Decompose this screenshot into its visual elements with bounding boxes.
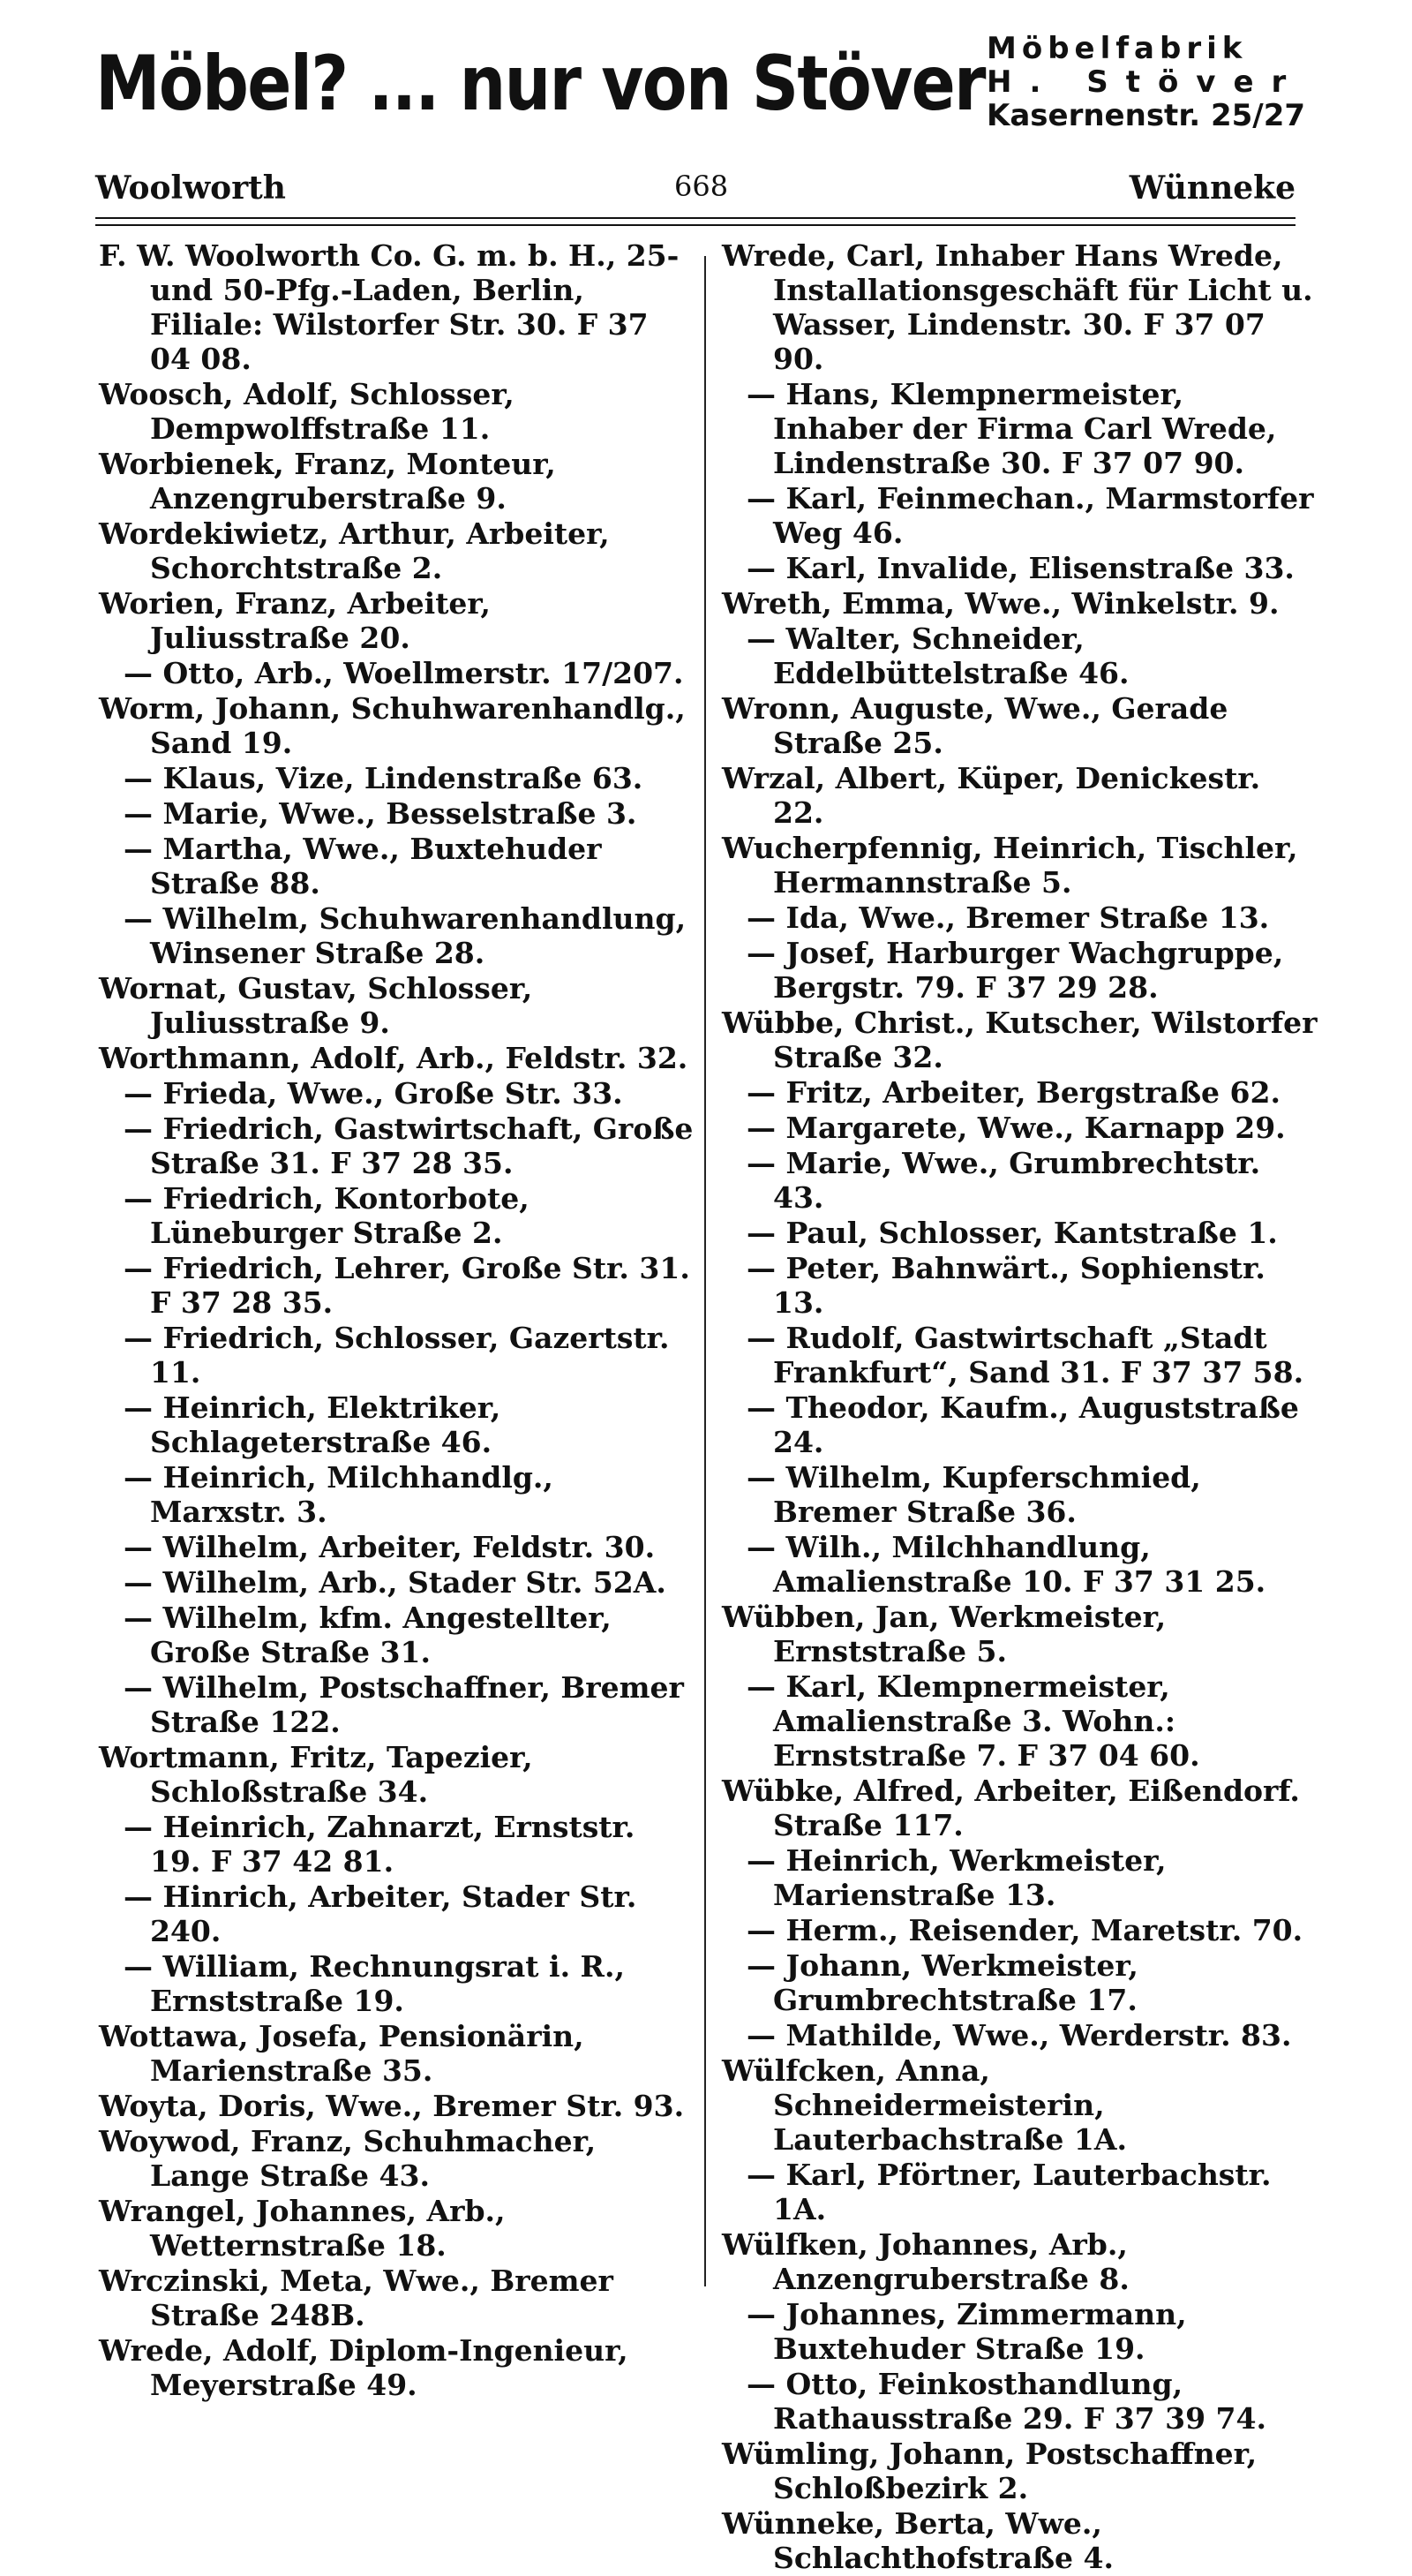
directory-entry: Wrede, Carl, Inhaber Hans Wrede, Installationsgeschäft für Licht u. Wasser, Lindenstr. 30. F 37 07 90. [722, 238, 1313, 376]
directory-entry: — Frieda, Wwe., Große Str. 33. [99, 1076, 695, 1111]
directory-entry: Wreth, Emma, Wwe., Winkelstr. 9. [722, 586, 1280, 621]
directory-entry: — Wilhelm, Kupferschmied, Bremer Straße 36. [722, 1460, 1318, 1529]
directory-entry: — Heinrich, Zahnarzt, Ernststr. 19. F 37 42 81. [99, 1810, 695, 1879]
directory-entry: — Hinrich, Arbeiter, Stader Str. 240. [99, 1879, 695, 1948]
ad-slogan: Möbel? ... nur von Stöver [95, 40, 985, 128]
directory-entry: — Friedrich, Gastwirtschaft, Große Straße 31. F 37 28 35. [99, 1111, 695, 1180]
directory-entry: — Friedrich, Lehrer, Große Str. 31. F 37 28 35. [99, 1251, 695, 1320]
directory-entry: Wucherpfennig, Heinrich, Tischler, Hermannstraße 5. [722, 831, 1298, 900]
directory-entry: — Paul, Schlosser, Kantstraße 1. [722, 1216, 1318, 1250]
column-divider [704, 256, 706, 2286]
ad-firm-line1: Möbelfabrik [987, 31, 1248, 66]
directory-entry: — William, Rechnungsrat i. R., Ernststraße 19. [99, 1949, 695, 2018]
directory-entry: Wübke, Alfred, Arbeiter, Eißendorf. Straße 117. [722, 1774, 1300, 1842]
directory-entry: — Heinrich, Elektriker, Schlageterstraße 46. [99, 1390, 695, 1459]
directory-entry: — Ida, Wwe., Bremer Straße 13. [722, 900, 1318, 935]
directory-entry: — Otto, Arb., Woellmerstr. 17/207. [99, 656, 695, 690]
right-column [722, 238, 1318, 2576]
directory-entry: Wronn, Auguste, Wwe., Gerade Straße 25. [722, 691, 1228, 760]
directory-entry: Wortmann, Fritz, Tapezier, Schloßstraße 34. [99, 1740, 533, 1809]
directory-entry: — Hans, Klempnermeister, Inhaber der Firma Carl Wrede, Lindenstraße 30. F 37 07 90. [722, 377, 1318, 480]
directory-entry: — Wilh., Milchhandlung, Amalienstraße 10. F 37 31 25. [722, 1530, 1318, 1599]
directory-entry: — Karl, Feinmechan., Marmstorfer Weg 46. [722, 481, 1318, 550]
directory-entry: Worien, Franz, Arbeiter, Juliusstraße 20. [99, 586, 491, 655]
directory-entry: — Peter, Bahnwärt., Sophienstr. 13. [722, 1251, 1318, 1320]
directory-entry: — Rudolf, Gastwirtschaft „Stadt Frankfurt“, Sand 31. F 37 37 58. [722, 1321, 1318, 1390]
directory-entry: Worbienek, Franz, Monteur, Anzengruberstraße 9. [99, 447, 556, 516]
directory-entry: — Heinrich, Werkmeister, Marienstraße 13. [722, 1843, 1318, 1912]
directory-entry: — Karl, Invalide, Elisenstraße 33. [722, 551, 1318, 585]
directory-entry: Wülfken, Johannes, Arb., Anzengruberstraße 8. [722, 2227, 1130, 2296]
directory-entry: — Margarete, Wwe., Karnapp 29. [722, 1111, 1318, 1145]
directory-entry: Wülfcken, Anna, Schneidermeisterin, Lauterbachstraße 1A. [722, 2053, 1127, 2157]
directory-entry: — Martha, Wwe., Buxtehuder Straße 88. [99, 832, 695, 900]
directory-entry: Woyta, Doris, Wwe., Bremer Str. 93. [99, 2089, 685, 2123]
ad-firm-line2: H. Stöver [987, 64, 1304, 100]
directory-entry: Wrczinski, Meta, Wwe., Bremer Straße 248B. [99, 2263, 613, 2332]
directory-entry: Worm, Johann, Schuhwarenhandlg., Sand 19. [99, 691, 686, 760]
directory-entry: Woywod, Franz, Schuhmacher, Lange Straße 43. [99, 2124, 597, 2193]
directory-entry: Wümling, Johann, Postschaffner, Schloßbezirk 2. [722, 2437, 1258, 2505]
header-rule-top [95, 217, 1296, 219]
head-left-keyword: Woolworth [95, 169, 286, 207]
directory-entry: Wornat, Gustav, Schlosser, Juliusstraße 9. [99, 971, 533, 1040]
left-column [99, 238, 695, 2403]
head-right-keyword: Wünneke [1129, 169, 1296, 207]
ad-firm-block [987, 31, 1306, 133]
directory-entry: Wottawa, Josefa, Pensionärin, Marienstraße 35. [99, 2019, 584, 2088]
directory-entry: — Wilhelm, Postschaffner, Bremer Straße 122. [99, 1670, 695, 1739]
directory-entry: Wünneke, Berta, Wwe., Schlachthofstraße 4. [722, 2506, 1114, 2575]
directory-entry: Wrzal, Albert, Küper, Denickestr. 22. [722, 761, 1261, 830]
header-rule-bottom [95, 224, 1296, 226]
directory-entry: Wrangel, Johannes, Arb., Wetternstraße 18. [99, 2194, 506, 2263]
directory-entry: — Heinrich, Milchhandlg., Marxstr. 3. [99, 1460, 695, 1529]
directory-entry: — Klaus, Vize, Lindenstraße 63. [99, 761, 695, 795]
directory-entry: — Marie, Wwe., Besselstraße 3. [99, 796, 695, 831]
running-head [95, 169, 1296, 222]
directory-entry: — Walter, Schneider, Eddelbüttelstraße 46. [722, 621, 1318, 690]
page-number: 668 [674, 169, 729, 203]
directory-entry: Wübben, Jan, Werkmeister, Ernststraße 5. [722, 1600, 1167, 1668]
directory-entry: — Johannes, Zimmermann, Buxtehuder Straße 19. [722, 2297, 1318, 2366]
directory-entry: Wübbe, Christ., Kutscher, Wilstorfer Straße 32. [722, 1006, 1318, 1074]
directory-entry: — Otto, Feinkosthandlung, Rathausstraße 29. F 37 39 74. [722, 2367, 1318, 2436]
directory-entry: Worthmann, Adolf, Arb., Feldstr. 32. [99, 1041, 688, 1075]
directory-entry: — Wilhelm, kfm. Angestellter, Große Straße 31. [99, 1601, 695, 1669]
directory-entry: — Wilhelm, Arbeiter, Feldstr. 30. [99, 1530, 695, 1564]
directory-entry: — Friedrich, Kontorbote, Lüneburger Straße 2. [99, 1181, 695, 1250]
directory-entry: — Friedrich, Schlosser, Gazertstr. 11. [99, 1321, 695, 1390]
directory-entry: — Karl, Klempnermeister, Amalienstraße 3. Wohn.: Ernststraße 7. F 37 04 60. [722, 1669, 1318, 1773]
directory-entry: Woosch, Adolf, Schlosser, Dempwolffstraße 11. [99, 377, 514, 446]
directory-entry: Wrede, Adolf, Diplom-Ingenieur, Meyerstraße 49. [99, 2333, 628, 2402]
directory-entry: — Josef, Harburger Wachgruppe, Bergstr. 79. F 37 29 28. [722, 936, 1318, 1005]
directory-entry: Wordekiwietz, Arthur, Arbeiter, Schorchtstraße 2. [99, 516, 610, 585]
directory-entry: — Theodor, Kaufm., Auguststraße 24. [722, 1390, 1318, 1459]
advertisement-banner [95, 26, 1306, 159]
directory-entry: — Karl, Pförtner, Lauterbachstr. 1A. [722, 2158, 1318, 2226]
ad-firm-line3: Kasernenstr. 25/27 [987, 98, 1306, 133]
directory-entry: — Mathilde, Wwe., Werderstr. 83. [722, 2018, 1318, 2053]
directory-entry: F. W. Woolworth Co. G. m. b. H., 25- und 50-Pfg.-Laden, Berlin, Filiale: Wilstorfer Str. 30. F 37 04 08. [99, 238, 680, 376]
directory-entry: — Johann, Werkmeister, Grumbrechtstraße 17. [722, 1948, 1318, 2017]
directory-entry: — Herm., Reisender, Maretstr. 70. [722, 1913, 1318, 1947]
directory-entry: — Wilhelm, Schuhwarenhandlung, Winsener Straße 28. [99, 901, 695, 970]
directory-entry: — Wilhelm, Arb., Stader Str. 52A. [99, 1565, 695, 1600]
directory-entry: — Fritz, Arbeiter, Bergstraße 62. [722, 1075, 1318, 1110]
directory-entry: — Marie, Wwe., Grumbrechtstr. 43. [722, 1146, 1318, 1215]
